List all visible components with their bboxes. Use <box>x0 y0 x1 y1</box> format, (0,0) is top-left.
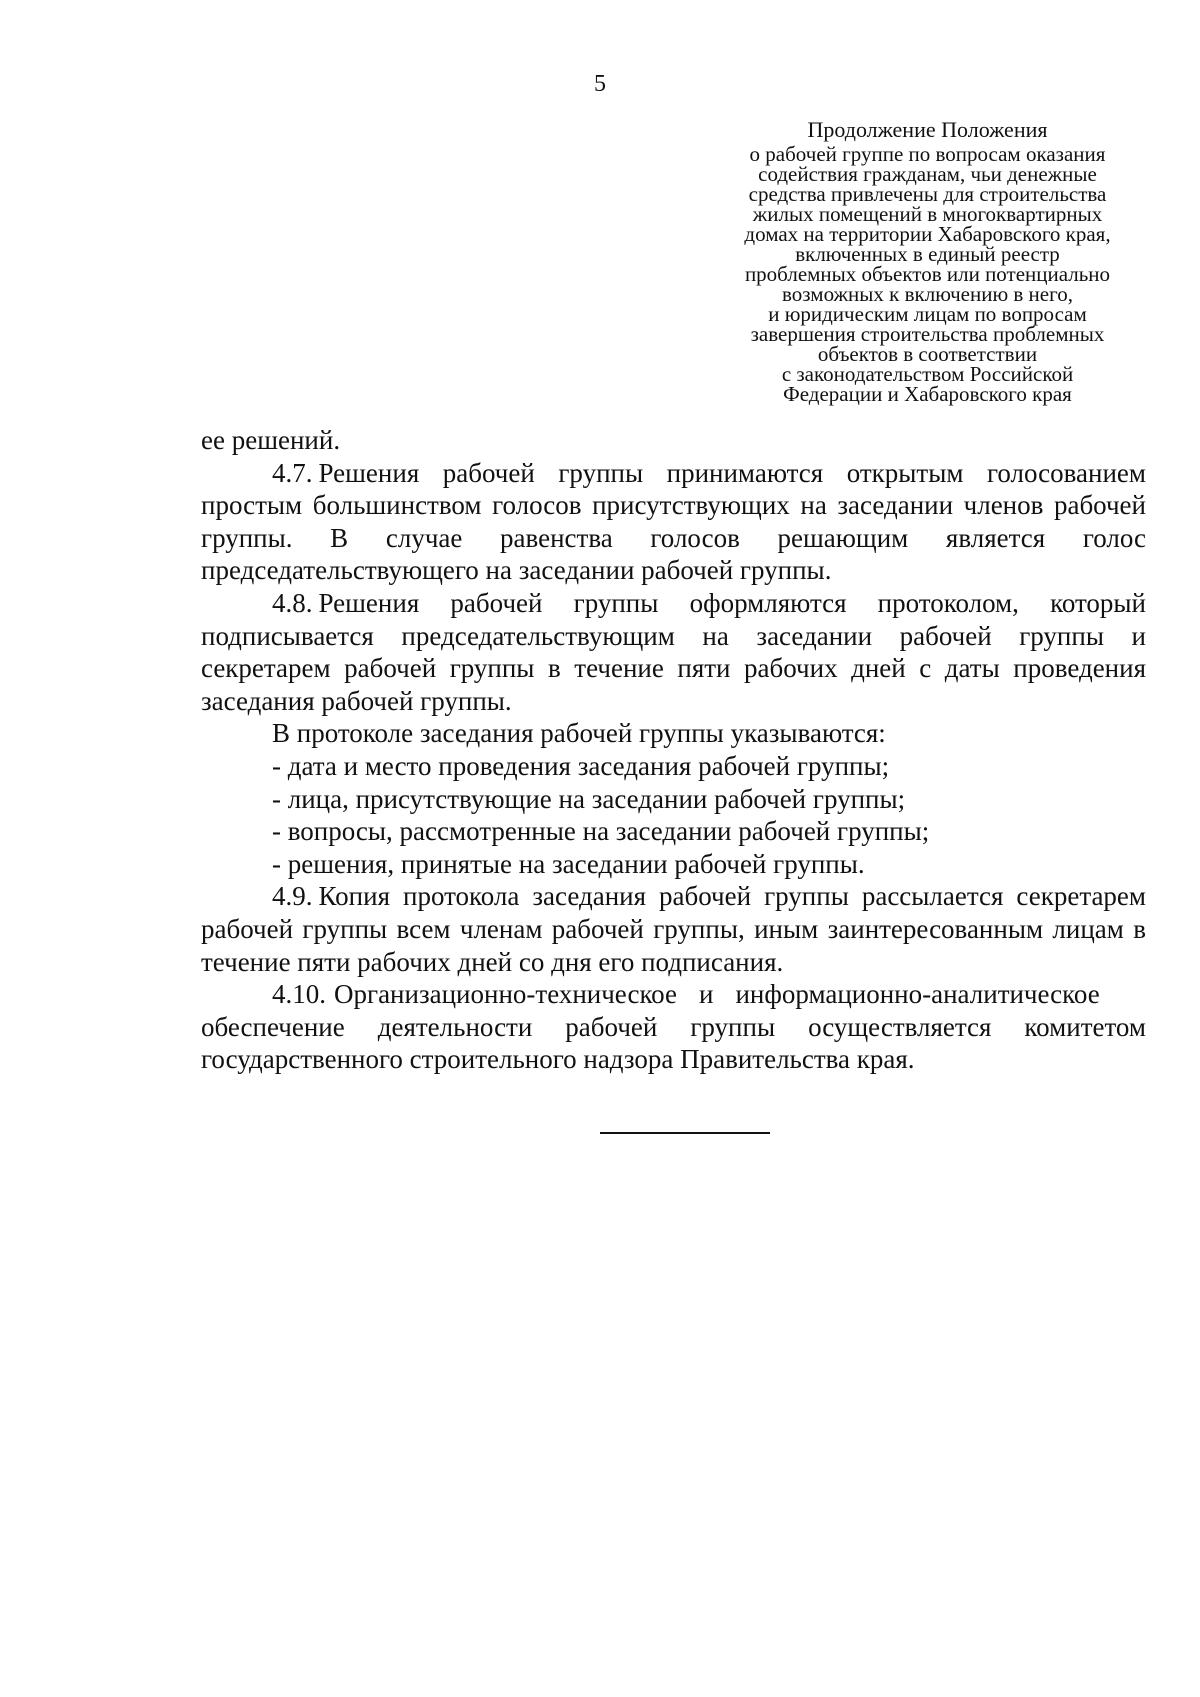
list-item: - вопросы, рассмотренные на заседании рабочей группы; <box>272 816 930 847</box>
list-item: - лица, присутствующие на заседании рабочей группы; <box>272 783 906 814</box>
continuation-text: ее решений. <box>201 425 341 455</box>
paragraph-text: и <box>699 979 714 1010</box>
header-line: средства привлечены для строительства <box>748 182 1107 206</box>
header-line: о рабочей группе по вопросам оказания <box>749 142 1106 166</box>
paragraph-number: 4.7. <box>272 457 313 488</box>
header-line: жилых помещений в многоквартирных <box>752 202 1103 226</box>
header-line: завершения строительства проблемных <box>750 322 1105 346</box>
paragraph-4-7 <box>201 457 1146 587</box>
paragraph-number: 4.9. <box>272 881 313 912</box>
header-line: содействия гражданам, чьи денежные <box>758 162 1097 186</box>
paragraph-text: Решения рабочей группы принимаются открытым голосованием простым большинством голосов присутствующих на заседании членов рабочей группы. В случае равенства голосов решающим является голос председательствующего на заседании рабочей группы. <box>201 457 1146 586</box>
paragraph-text: обеспечение деятельности рабочей группы осуществляется комитетом государственного строительного надзора Правительства края. <box>201 1011 1146 1075</box>
list-item: - дата и место проведения заседания рабочей группы; <box>272 750 890 781</box>
header-line: с законодательством Российской <box>781 362 1074 386</box>
list-item: - решения, принятые на заседании рабочей группы. <box>272 848 865 879</box>
header-line: объектов в соответствии <box>817 342 1038 366</box>
paragraph-text: Организационно-техническое <box>334 979 677 1010</box>
paragraph-text: информационно-аналитическое <box>735 979 1100 1010</box>
header-title: Продолжение Положения <box>807 117 1048 142</box>
paragraph-number: 4.8. <box>272 587 313 618</box>
header-line: включенных в единый реестр <box>795 242 1060 266</box>
paragraph-4-8 <box>201 587 1146 717</box>
header-line: домах на территории Хабаровского края, <box>744 222 1111 246</box>
page-number: 5 <box>594 71 606 97</box>
document-header <box>700 116 1155 404</box>
paragraph-number: 4.10. <box>272 979 326 1010</box>
document-body <box>201 424 1146 1076</box>
paragraph-4-9 <box>201 880 1146 978</box>
header-line: Федерации и Хабаровского края <box>783 382 1072 406</box>
header-line: возможных к включению в него, <box>782 282 1073 306</box>
paragraph-text: Решения рабочей группы оформляются протоколом, который подписывается председательствующим на заседании рабочей группы и секретарем рабочей группы в течение пяти рабочих дней с даты проведения заседания рабочей группы. <box>201 587 1146 716</box>
end-of-document-rule <box>600 1132 770 1134</box>
paragraph-4-10 <box>201 978 1146 1076</box>
header-line: проблемных объектов или потенциально <box>744 262 1111 286</box>
header-line: и юридическим лицам по вопросам <box>768 302 1087 326</box>
protocol-intro: В протоколе заседания рабочей группы указываются: <box>272 718 886 749</box>
paragraph-text: Копия протокола заседания рабочей группы рассылается секретарем рабочей группы всем членам рабочей группы, иным заинтересованным лицам в течение пяти рабочих дней со дня его подписания. <box>201 881 1146 977</box>
